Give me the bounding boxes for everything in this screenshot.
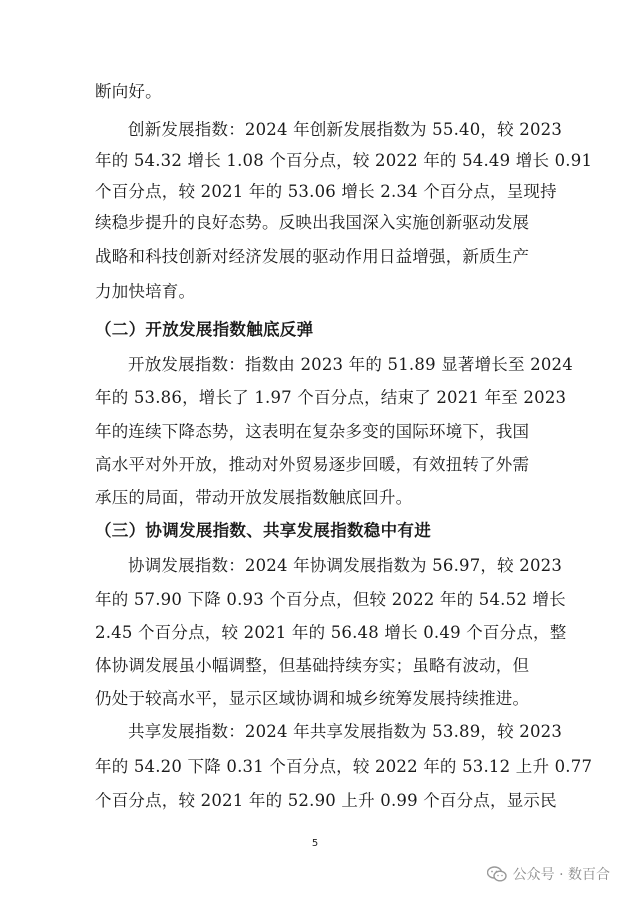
section-heading-open: （二）开放发展指数触底反弹 bbox=[95, 320, 314, 339]
paragraph-line: 仍处于较高水平，显示区域协调和城乡统筹发展持续推进。 bbox=[95, 689, 530, 708]
paragraph-line: 续稳步提升的良好态势。反映出我国深入实施创新驱动发展 bbox=[95, 213, 530, 232]
paragraph-line: 2.45 个百分点，较 2021 年的 56.48 增长 0.49 个百分点，整 bbox=[95, 623, 567, 642]
paragraph-line: 开放发展指数：指数由 2023 年的 51.89 显著增长至 2024 bbox=[128, 355, 573, 374]
paragraph-line: 承压的局面，带动开放发展指数触底回升。 bbox=[95, 488, 413, 507]
paragraph-line: 个百分点，较 2021 年的 52.90 上升 0.99 个百分点，显示民 bbox=[95, 791, 557, 810]
paragraph-line: 年的 54.32 增长 1.08 个百分点，较 2022 年的 54.49 增长 0.91 bbox=[95, 151, 593, 170]
paragraph-line: 协调发展指数：2024 年协调发展指数为 56.97，较 2023 bbox=[128, 556, 563, 575]
paragraph-line: 战略和科技创新对经济发展的驱动作用日益增强，新质生产 bbox=[95, 247, 530, 266]
paragraph-line: 共享发展指数：2024 年共享发展指数为 53.89，较 2023 bbox=[128, 722, 563, 741]
watermark bbox=[487, 864, 610, 884]
paragraph-line: 力加快培育。 bbox=[95, 282, 196, 301]
paragraph-line: 年的 57.90 下降 0.93 个百分点，但较 2022 年的 54.52 增长 bbox=[95, 590, 566, 609]
watermark-text: 公众号 · 数百合 bbox=[512, 867, 610, 883]
page-number: 5 bbox=[311, 838, 319, 849]
paragraph-line: 体协调发展虽小幅调整，但基础持续夯实；虽略有波动，但 bbox=[95, 656, 530, 675]
paragraph-line: 创新发展指数：2024 年创新发展指数为 55.40，较 2023 bbox=[128, 120, 563, 139]
section-heading-coordinate-shared: （三）协调发展指数、共享发展指数稳中有进 bbox=[95, 521, 431, 540]
paragraph-line: 年的 54.20 下降 0.31 个百分点，较 2022 年的 53.12 上升 0.77 bbox=[95, 757, 593, 776]
paragraph-line: 高水平对外开放，推动对外贸易逐步回暖，有效扭转了外需 bbox=[95, 455, 530, 474]
paragraph-line: 断向好。 bbox=[95, 82, 162, 101]
paragraph-line: 年的连续下降态势，这表明在复杂多变的国际环境下，我国 bbox=[95, 422, 530, 441]
paragraph-line: 年的 53.86，增长了 1.97 个百分点，结束了 2021 年至 2023 bbox=[95, 388, 567, 407]
paragraph-line: 个百分点，较 2021 年的 53.06 增长 2.34 个百分点，呈现持 bbox=[95, 182, 557, 201]
wechat-icon bbox=[487, 866, 507, 882]
